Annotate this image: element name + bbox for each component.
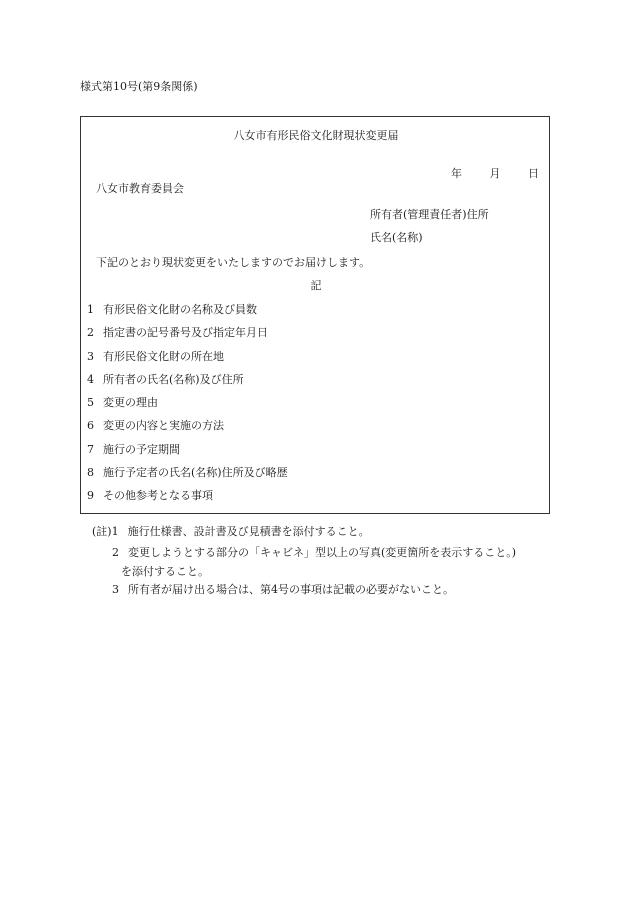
form-frame <box>80 116 550 514</box>
item-text: 所有者の氏名(名称)及び住所 <box>103 373 244 386</box>
list-item <box>87 443 180 457</box>
item-number: 5 <box>87 396 94 409</box>
note-number: 3 <box>112 583 119 596</box>
list-item <box>87 373 244 387</box>
notes-prefix: (註) <box>92 525 112 538</box>
list-item <box>87 396 158 410</box>
item-number: 2 <box>87 326 94 339</box>
list-item <box>87 303 257 317</box>
item-number: 4 <box>87 373 94 386</box>
note-line <box>112 546 516 560</box>
item-number: 9 <box>87 489 94 502</box>
item-text: 変更の理由 <box>103 396 158 409</box>
item-text: 施行の予定期間 <box>103 443 180 456</box>
owner-name-label: 氏名(名称) <box>370 231 423 244</box>
note-text: 施行仕様書、設計書及び見積書を添付すること。 <box>127 525 370 538</box>
item-number: 3 <box>87 350 94 363</box>
note-text: を添付すること。 <box>121 565 209 578</box>
item-text: 有形民俗文化財の名称及び員数 <box>103 303 257 316</box>
item-number: 8 <box>87 466 94 479</box>
note-text: 変更しようとする部分の「キャビネ」型以上の写真(変更箇所を表示すること。) <box>128 546 517 559</box>
owner-address-label: 所有者(管理責任者)住所 <box>370 208 489 221</box>
item-text: 指定書の記号番号及び指定年月日 <box>103 326 268 339</box>
item-text: 変更の内容と実施の方法 <box>103 419 224 432</box>
date-month-label: 月 <box>489 167 501 180</box>
item-text: その他参考となる事項 <box>103 489 213 502</box>
form-number-label: 様式第10号(第9条関係) <box>80 80 198 93</box>
note-line <box>121 565 209 579</box>
date-year-label: 年 <box>451 167 462 180</box>
note-line <box>112 583 454 597</box>
list-item <box>87 419 224 433</box>
note-text: 所有者が届け出る場合は、第4号の事項は記載の必要がないこと。 <box>128 583 454 596</box>
note-number: 1 <box>111 525 119 538</box>
list-item <box>87 350 224 364</box>
item-text: 施行予定者の氏名(名称)住所及び略歴 <box>103 466 288 479</box>
item-number: 7 <box>87 443 94 456</box>
date-day-label: 日 <box>528 167 539 180</box>
list-item <box>87 326 268 340</box>
date-line <box>451 167 539 181</box>
item-text: 有形民俗文化財の所在地 <box>103 350 224 363</box>
list-item <box>87 489 213 503</box>
ki-heading: 記 <box>310 279 322 292</box>
note-line <box>92 525 370 539</box>
intro-text: 下記のとおり現状変更をいたしますのでお届けします。 <box>96 256 371 269</box>
item-number: 6 <box>87 419 94 432</box>
list-item <box>87 466 288 480</box>
note-number: 2 <box>112 546 119 559</box>
addressee: 八女市教育委員会 <box>96 182 184 195</box>
item-number: 1 <box>87 303 94 316</box>
form-title: 八女市有形民俗文化財現状変更届 <box>233 129 399 142</box>
